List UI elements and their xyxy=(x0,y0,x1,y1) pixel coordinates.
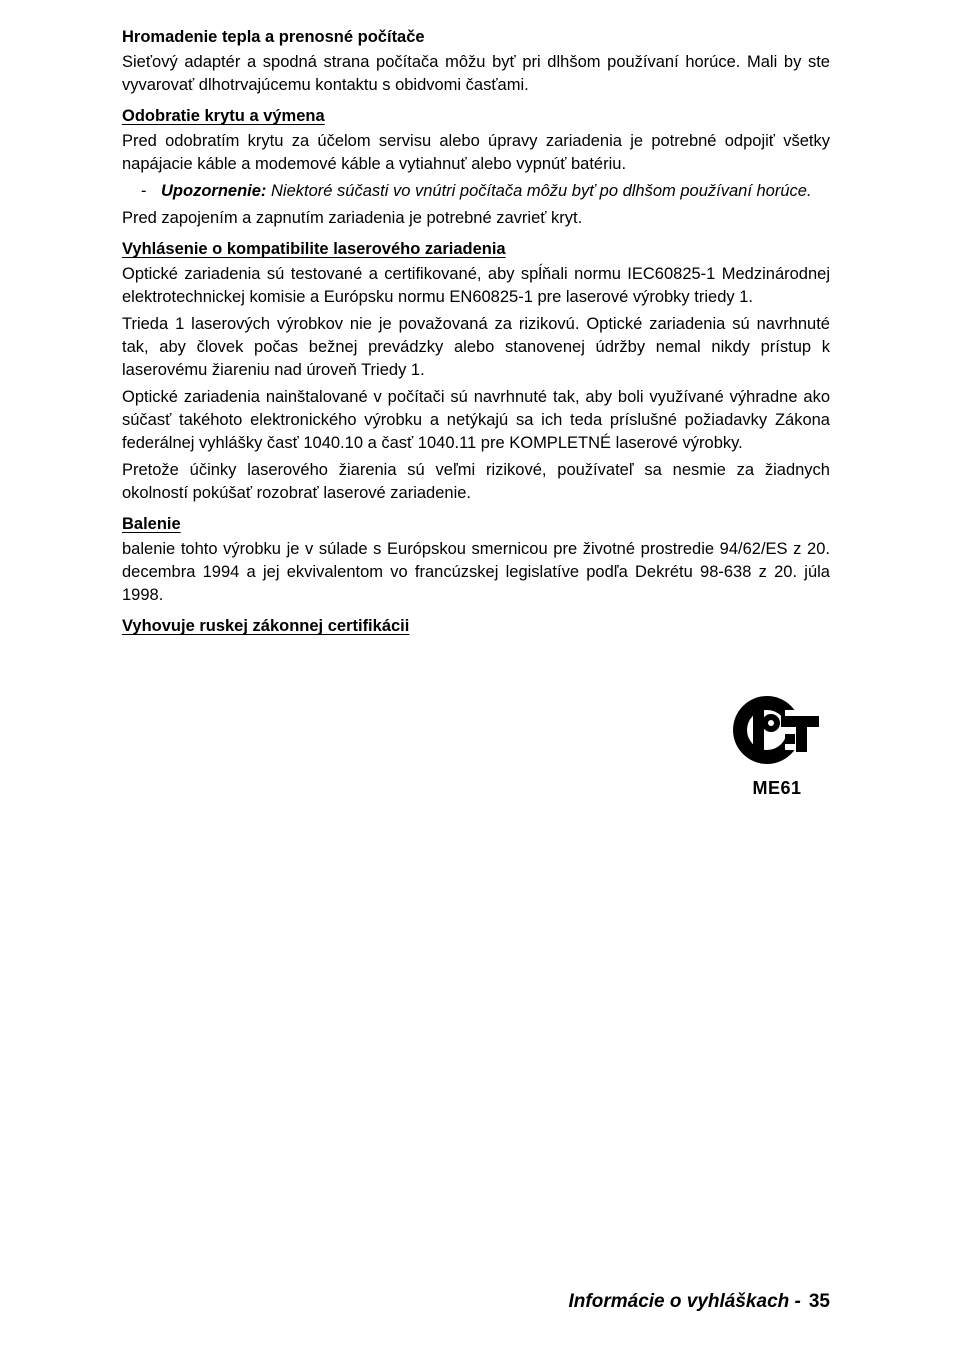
document-body xyxy=(122,27,830,640)
section-heading: Balenie xyxy=(122,515,181,533)
section-heading: Odobratie krytu a výmena xyxy=(122,107,325,125)
section-heading: Vyhlásenie o kompatibilite laserového zariadenia xyxy=(122,240,506,258)
paragraph: Sieťový adaptér a spodná strana počítača môžu byť pri dlhšom používaní horúce. Mali by ste vyvarovať dlhotrvajúcemu kontaktu s obidvomi časťami. xyxy=(122,53,830,94)
footer-title: Informácie o vyhláškach - xyxy=(568,1291,801,1312)
certification-mark xyxy=(731,694,823,799)
paragraph: Pred zapojením a zapnutím zariadenia je potrebné zavrieť kryt. xyxy=(122,209,583,227)
section-packaging xyxy=(122,514,830,607)
paragraph: Pred odobratím krytu za účelom servisu alebo úpravy zariadenia je potrebné odpojiť všetky napájacie káble a modemové káble a vytiahnuť alebo vypnúť batériu. xyxy=(122,132,830,173)
paragraph: balenie tohto výrobku je v súlade s Európskou smernicou pre životné prostredie 94/62/ES z 20. decembra 1994 a jej ekvivalentom vo francúzskej legislatíve podľa Dekrétu 98-638 z 20. júla 1998. xyxy=(122,540,830,604)
page-number: 35 xyxy=(808,1291,830,1312)
section-heading: Vyhovuje ruskej zákonnej certifikácii xyxy=(122,617,410,635)
section-laser xyxy=(122,239,830,505)
paragraph: Optické zariadenia sú testované a certifikované, aby spĺňali normu IEC60825-1 Medzinárodnej elektrotechnickej komisie a Európsku normu EN60825-1 pre laserové výrobky triedy 1. xyxy=(122,265,830,306)
paragraph: Optické zariadenia nainštalované v počítači sú navrhnuté tak, aby boli využívané výhradne ako súčasť takéhoto elektronického výrobku a netýkajú sa ich teda príslušné požiadavky Zákona federálnej vyhlášky časť 1040.10 a časť 1040.11 pre KOMPLETNÉ laserové výrobky. xyxy=(122,388,830,452)
certification-code: ME61 xyxy=(752,778,802,798)
note-text: Niektoré súčasti vo vnútri počítača môžu byť po dlhšom používaní horúce. xyxy=(266,182,812,200)
gost-r-certification-mark-icon xyxy=(731,694,823,766)
note-dash: - xyxy=(141,182,147,200)
page-footer xyxy=(569,1291,830,1313)
note-label: Upozornenie: xyxy=(161,182,267,200)
section-russian-certification xyxy=(122,616,830,640)
section-cover-removal xyxy=(122,106,830,230)
paragraph: Trieda 1 laserových výrobkov nie je považovaná za rizikovú. Optické zariadenia sú navrhnuté tak, aby človek počas bežnej prevádzky alebo stanovenej údržby nemal nikdy prístup k laserovému žiareniu nad úroveň Triedy 1. xyxy=(122,315,830,379)
warning-note xyxy=(122,180,830,203)
paragraph: Pretože účinky laserového žiarenia sú veľmi rizikové, používateľ sa nesmie za žiadnych okolností pokúšať rozobrať laserové zariadenie. xyxy=(122,461,830,502)
section-heat xyxy=(122,27,830,97)
section-heading: Hromadenie tepla a prenosné počítače xyxy=(122,28,425,46)
